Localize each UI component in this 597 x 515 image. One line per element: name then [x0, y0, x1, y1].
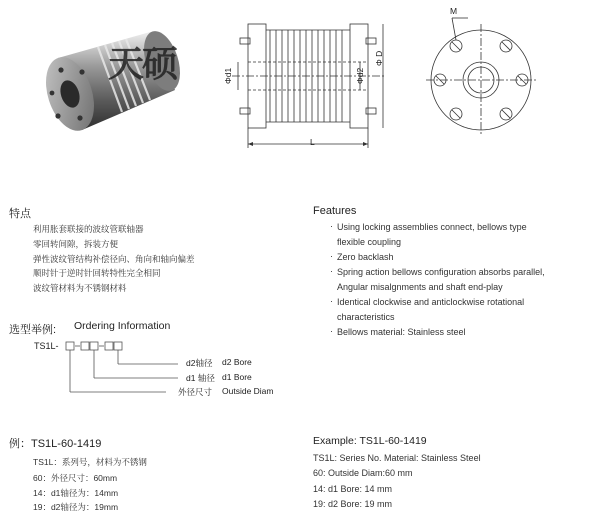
features-en-line: Using locking assemblies connect, bellows type [337, 222, 527, 232]
dim-D-label: Φ D [374, 50, 384, 66]
ordering-label-en: d1 Bore [222, 372, 252, 382]
ordering-label-en: Outside Diam [222, 386, 274, 396]
features-cn-item: 零回转间隙，拆装方便 [33, 239, 119, 249]
side-view-drawing [218, 14, 398, 154]
example-en-title: Example: TS1L-60-1419 [313, 435, 427, 447]
dim-d1-label: Φd1 [223, 67, 233, 84]
features-en-line: Zero backlash [337, 252, 394, 262]
example-en-line: TS1L: Series No. Material: Stainless Steel [313, 453, 481, 463]
example-en-line: 60: Outside Diam:60 mm [313, 468, 413, 478]
features-en-title: Features [313, 205, 357, 217]
ordering-label-cn: 外径尺寸 [178, 387, 213, 397]
features-cn-item: 顺时针于逆时针回转特性完全相同 [33, 268, 161, 278]
example-cn-line: TS1L：系列号，材料为不锈钢 [33, 457, 147, 467]
front-view-drawing [416, 4, 546, 144]
dim-d2-label: Φd2 [355, 67, 365, 84]
features-en-bullet: · [330, 221, 333, 231]
watermark: 天硕 [108, 43, 177, 84]
example-cn-title: 例：TS1L-60-1419 [9, 438, 102, 450]
example-cn-line: 60：外径尺寸：60mm [33, 473, 118, 483]
ordering-title-cn: 选型举例: [9, 324, 57, 336]
features-en-line: Identical clockwise and anticlockwise rotational [337, 297, 525, 307]
ordering-label-en: d2 Bore [222, 357, 252, 367]
features-cn-item: 弹性波纹管结构补偿径向、角向和轴向偏差 [33, 254, 195, 264]
features-en-line: flexible coupling [337, 237, 402, 247]
features-cn-item: 利用胀套联接的波纹管联轴器 [33, 224, 144, 234]
example-en-line: 19: d2 Bore: 19 mm [313, 499, 393, 509]
ordering-title-en: Ordering Information [74, 320, 171, 332]
dim-L-label: L [310, 137, 315, 147]
features-en-bullet: · [330, 266, 333, 276]
ordering-code: TS1L- [34, 341, 59, 351]
features-cn-title: 特点 [9, 208, 31, 220]
features-en-line: Spring action bellows configuration absorbs parallel, [337, 267, 545, 277]
features-en-line: Bellows material: Stainless steel [337, 327, 466, 337]
dim-M-label: M [450, 6, 458, 16]
ordering-label-cn: d1 轴径 [186, 373, 215, 383]
features-cn-item: 波纹管材料为不锈钢材料 [33, 283, 127, 293]
example-en-line: 14: d1 Bore: 14 mm [313, 484, 393, 494]
example-cn-line: 19：d2轴径为：19mm [33, 502, 119, 512]
features-en-bullet: · [330, 326, 333, 336]
features-en-line: Angular misalgnments and shaft end-play [337, 282, 503, 292]
features-en-bullet: · [330, 296, 333, 306]
example-cn-line: 14：d1轴径为：14mm [33, 488, 119, 498]
ordering-label-cn: d2轴径 [186, 358, 213, 368]
features-en-line: characteristics [337, 312, 395, 322]
features-en-bullet: · [330, 251, 333, 261]
